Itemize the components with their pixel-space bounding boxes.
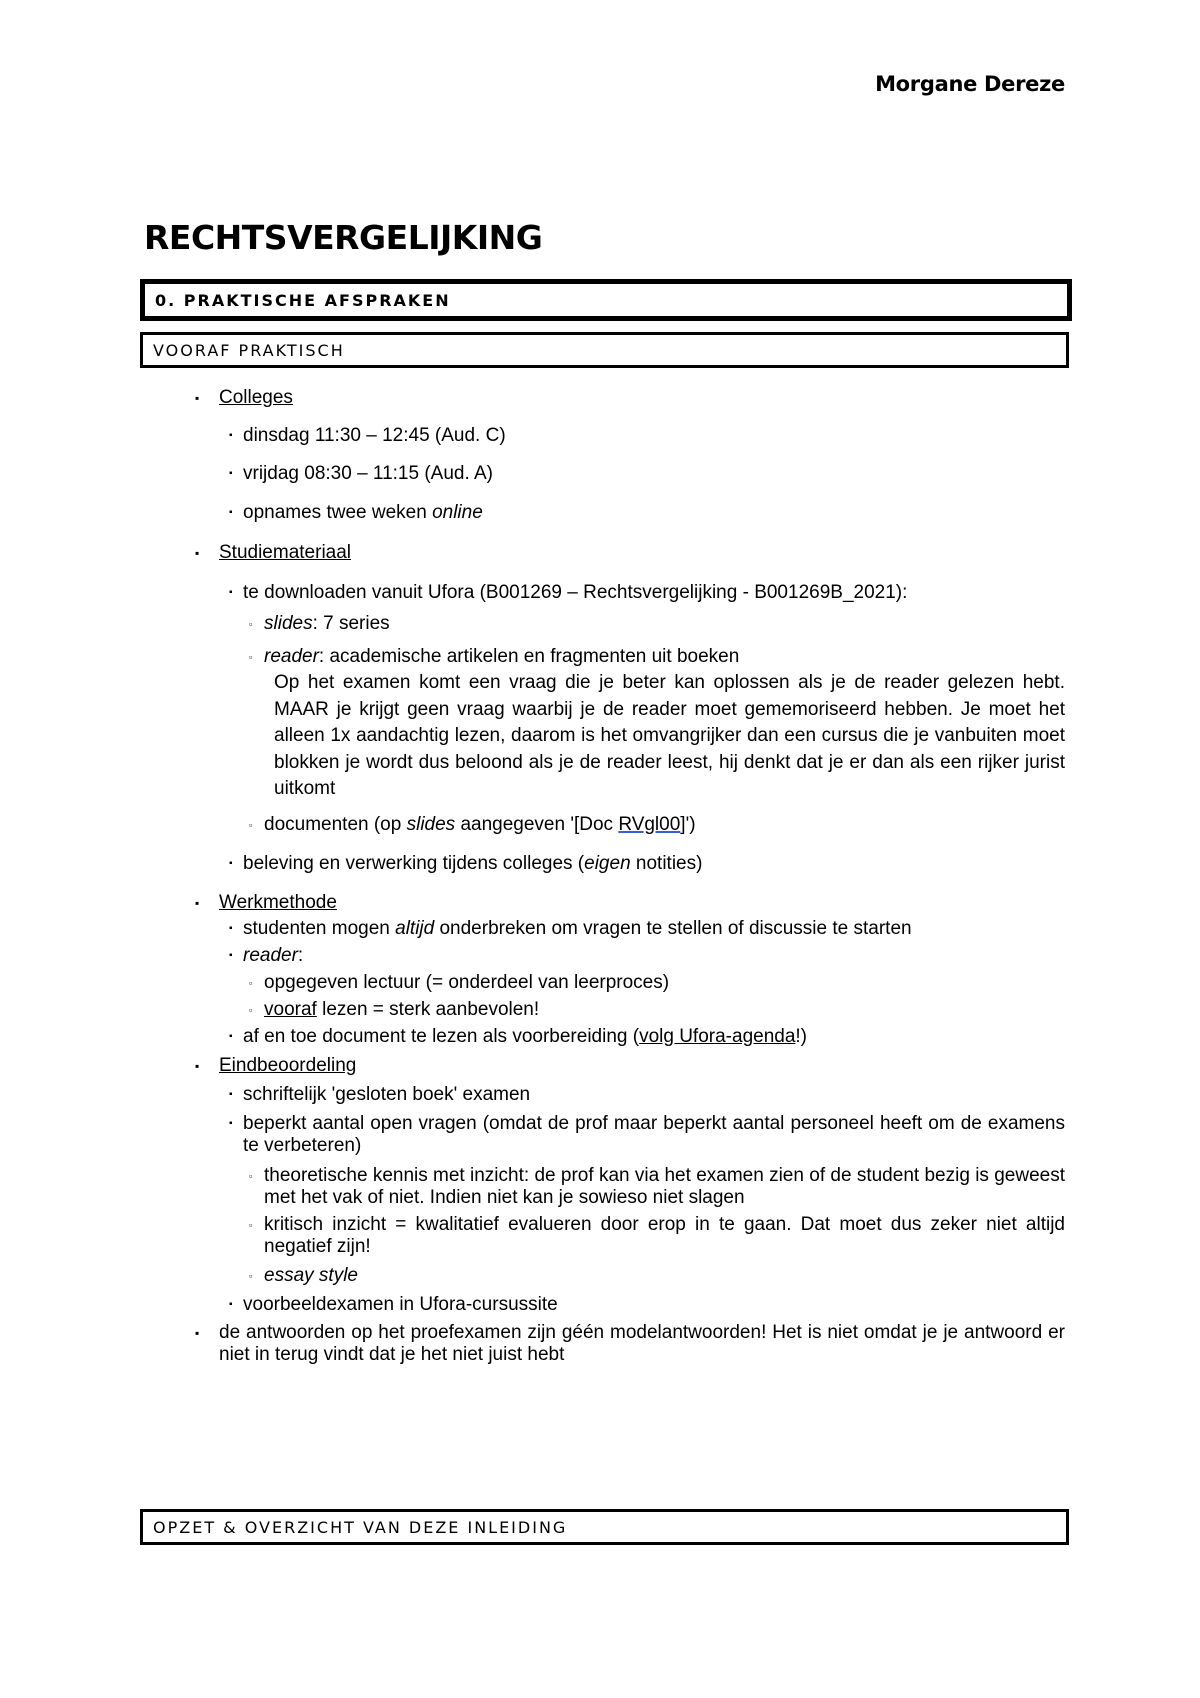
hollow-square-bullet-icon: ▫ <box>249 1220 253 1230</box>
hollow-square-bullet-icon: ▫ <box>249 652 253 662</box>
square-bullet-icon: ▪ <box>195 546 200 560</box>
studiemateriaal-beleving: beleving en verwerking tijdens colleges (eigen notities) <box>243 853 703 874</box>
werkmethode-heading: Werkmethode <box>219 892 337 913</box>
colleges-item-dinsdag: dinsdag 11:30 – 12:45 (Aud. C) <box>243 425 506 446</box>
section-heading-text: OPZET & OVERZICHT VAN DEZE INLEIDING <box>153 1517 568 1537</box>
eindbeoordeling-essay: essay style <box>264 1265 358 1286</box>
small-square-bullet-icon: ▪ <box>229 1031 233 1042</box>
eindbeoordeling-voorbeeld: voorbeeldexamen in Ufora-cursussite <box>243 1294 558 1315</box>
werkmethode-lectuur: opgegeven lectuur (= onderdeel van leerproces) <box>264 972 670 993</box>
small-square-bullet-icon: ▪ <box>229 923 233 934</box>
reader-note-paragraph: Op het examen komt een vraag die je beter kan oplossen als je de reader gelezen hebt. MAAR je krijgt geen vraag waarbij je de reader moet gememoriseerd hebben. Je moet het alleen 1x aandachtig lezen, daarom is het omvangrijker dan een cursus die je vanbuiten moet blokken je wordt dus beloond als je de reader leest, hij denkt dat je er dan als een rijker jurist uitkomt <box>274 672 1065 799</box>
document-title: RECHTSVERGELIJKING <box>144 218 543 257</box>
hollow-square-bullet-icon: ▫ <box>249 1171 253 1181</box>
small-square-bullet-icon: ▪ <box>229 1299 233 1310</box>
werkmethode-reader: reader: <box>243 945 304 966</box>
studiemateriaal-slides: slides: 7 series <box>264 613 390 634</box>
square-bullet-icon: ▪ <box>195 896 200 910</box>
hollow-square-bullet-icon: ▫ <box>249 820 253 830</box>
section-heading-opzet-overzicht <box>140 1509 1069 1545</box>
section-heading-praktische-afspraken <box>140 279 1072 321</box>
hollow-square-bullet-icon: ▫ <box>249 1005 253 1015</box>
antwoorden-note: de antwoorden op het proefexamen zijn géén modelantwoorden! Het is niet omdat je je antwoord er niet in terug vindt dat je het niet juist hebt <box>219 1322 1065 1365</box>
hollow-square-bullet-icon: ▫ <box>249 978 253 988</box>
studiemateriaal-documenten: documenten (op slides aangegeven '[Doc RVgl00]') <box>264 814 696 835</box>
small-square-bullet-icon: ▪ <box>229 1118 233 1129</box>
eindbeoordeling-theoretisch: theoretische kennis met inzicht: de prof kan via het examen zien of de student bezig is geweest met het vak of niet. Indien niet kan je sowieso niet slagen <box>264 1165 1065 1208</box>
eindbeoordeling-beperkt: beperkt aantal open vragen (omdat de prof maar beperkt aantal personeel heeft om de examens te verbeteren) <box>243 1113 1065 1156</box>
square-bullet-icon: ▪ <box>195 391 200 405</box>
colleges-heading: Colleges <box>219 387 293 408</box>
hollow-square-bullet-icon: ▫ <box>249 619 253 629</box>
small-square-bullet-icon: ▪ <box>229 858 233 869</box>
eindbeoordeling-kritisch: kritisch inzicht = kwalitatief evalueren door erop in te gaan. Dat moet dus zeker niet altijd negatief zijn! <box>264 1214 1065 1257</box>
hollow-square-bullet-icon: ▫ <box>249 1271 253 1281</box>
studiemateriaal-heading: Studiemateriaal <box>219 542 352 563</box>
section-heading-text: 0. PRAKTISCHE AFSPRAKEN <box>155 290 451 310</box>
colleges-item-vrijdag: vrijdag 08:30 – 11:15 (Aud. A) <box>243 463 493 484</box>
small-square-bullet-icon: ▪ <box>229 430 233 441</box>
eindbeoordeling-heading: Eindbeoordeling <box>219 1055 357 1076</box>
werkmethode-document: af en toe document te lezen als voorbereiding (volg Ufora-agenda!) <box>243 1026 808 1047</box>
author-name: Morgane Dereze <box>875 72 1065 96</box>
small-square-bullet-icon: ▪ <box>229 1089 233 1100</box>
werkmethode-vooraf: vooraf lezen = sterk aanbevolen! <box>264 999 540 1020</box>
small-square-bullet-icon: ▪ <box>229 587 233 598</box>
colleges-item-opnames: opnames twee weken online <box>243 502 483 523</box>
small-square-bullet-icon: ▪ <box>229 468 233 479</box>
square-bullet-icon: ▪ <box>195 1326 200 1340</box>
section-heading-text: VOORAF PRAKTISCH <box>153 340 345 360</box>
section-heading-vooraf-praktisch <box>140 332 1069 368</box>
studiemateriaal-reader: reader: academische artikelen en fragmenten uit boeken <box>264 646 740 667</box>
eindbeoordeling-schriftelijk: schriftelijk 'gesloten boek' examen <box>243 1084 531 1105</box>
small-square-bullet-icon: ▪ <box>229 507 233 518</box>
werkmethode-studenten: studenten mogen altijd onderbreken om vragen te stellen of discussie te starten <box>243 918 912 939</box>
small-square-bullet-icon: ▪ <box>229 950 233 961</box>
square-bullet-icon: ▪ <box>195 1059 200 1073</box>
studiemateriaal-download: te downloaden vanuit Ufora (B001269 – Rechtsvergelijking - B001269B_2021): <box>243 582 908 603</box>
